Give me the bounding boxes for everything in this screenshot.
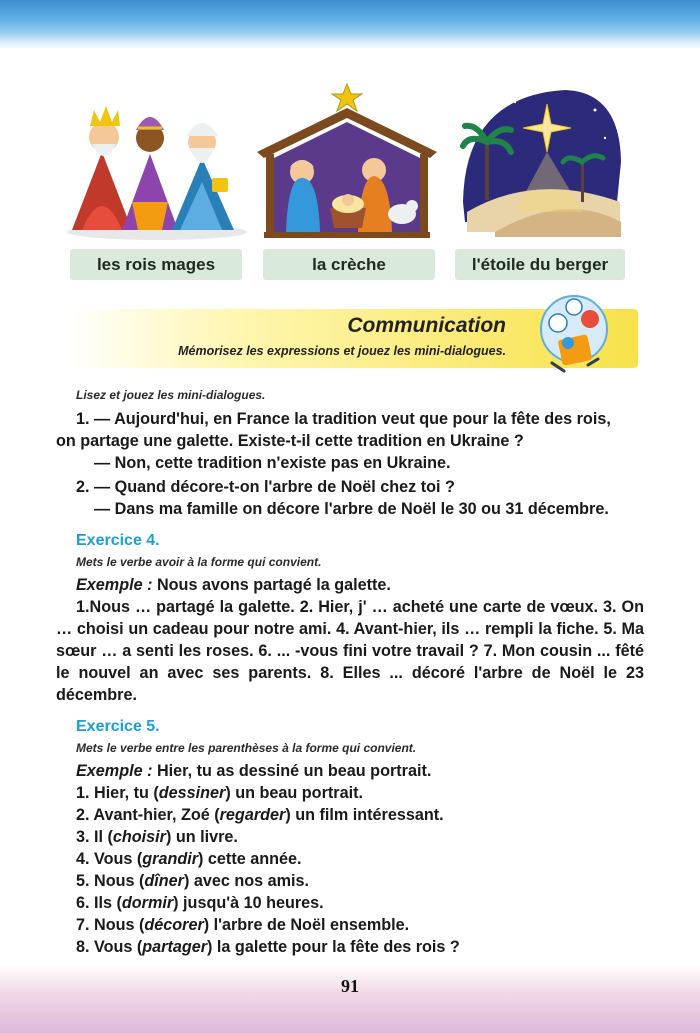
exercise-5-example <box>56 760 644 782</box>
exercise-5-item: 5. Nous (dîner) avec nos amis. <box>76 872 310 890</box>
caption-etoile-du-berger: l'étoile du berger <box>455 249 625 280</box>
exercise-4-section <box>56 530 644 706</box>
shepherd-star-illustration <box>455 82 625 242</box>
exercise-5-title: Exercice 5. <box>76 718 160 735</box>
communication-mascot-icon <box>538 293 610 375</box>
dialogue-1-question-line1: 1. — Aujourd'hui, en France la tradition veut que pour la fête des rois, <box>76 410 611 428</box>
exercise-5-section <box>56 716 644 958</box>
exercise-4-instruction: Mets le verbe avoir à la forme qui convient. <box>76 555 322 569</box>
exercise-4-example <box>56 574 644 596</box>
exercise-4-title: Exercice 4. <box>76 532 160 549</box>
top-decorative-band <box>0 0 700 48</box>
caption-creche: la crèche <box>263 249 435 280</box>
exercise-5-item: 1. Hier, tu (dessiner) un beau portrait. <box>76 784 363 802</box>
dialogue-2-answer: — Dans ma famille on décore l'arbre de Noël le 30 ou 31 décembre. <box>94 500 609 518</box>
communication-subtitle: Mémorisez les expressions et jouez les mini-dialogues. <box>178 344 506 358</box>
exercise-5-item: 7. Nous (décorer) l'arbre de Noël ensemble. <box>76 916 410 934</box>
exercise-5-item: 4. Vous (grandir) cette année. <box>76 850 302 868</box>
three-kings-illustration <box>62 82 252 242</box>
creche-illustration <box>252 82 442 242</box>
caption-rois-mages: les rois mages <box>70 249 242 280</box>
exercise-5-item: 3. Il (choisir) un livre. <box>76 828 238 846</box>
dialogue-1-answer: — Non, cette tradition n'existe pas en Ukraine. <box>94 454 451 472</box>
communication-title: Communication <box>347 314 506 337</box>
dialogue-2-question: 2. — Quand décore-t-on l'arbre de Noël chez toi ? <box>76 478 455 496</box>
exercise-5-item: 2. Avant-hier, Zoé (regarder) un film intéressant. <box>76 806 444 824</box>
dialogues-section <box>56 386 644 520</box>
exercise-5-example-label: Exemple : <box>76 762 153 780</box>
exercise-5-example-text: Hier, tu as dessiné un beau portrait. <box>152 762 432 780</box>
page-number: 91 <box>341 976 359 996</box>
dialogues-instruction: Lisez et jouez les mini-dialogues. <box>76 388 266 402</box>
exercise-4-example-text: Nous avons partagé la galette. <box>152 576 391 594</box>
exercise-4-example-label: Exemple : <box>76 576 153 594</box>
dialogue-1-question-line2: on partage une galette. Existe-t-il cette tradition en Ukraine ? <box>56 432 524 450</box>
exercise-5-item: 8. Vous (partager) la galette pour la fête des rois ? <box>76 938 460 956</box>
exercise-5-list <box>56 782 644 958</box>
exercise-5-instruction: Mets le verbe entre les parenthèses à la forme qui convient. <box>76 741 417 755</box>
exercise-4-body: 1.Nous … partagé la galette. 2. Hier, j' … acheté une carte de vœux. 3. On … choisi un cadeau pour notre ami. 4. Avant-hier, ils … rempli la fiche. 5. Ma sœur … a senti les roses. 6. ... -vous fini votre travail ? 7. Mon cousin ... fêté le nouvel an avec ses parents. 8. Elles ... décoré l'arbre de Noël le 23 décembre. <box>56 598 644 704</box>
exercise-5-item: 6. Ils (dormir) jusqu'à 10 heures. <box>76 894 324 912</box>
